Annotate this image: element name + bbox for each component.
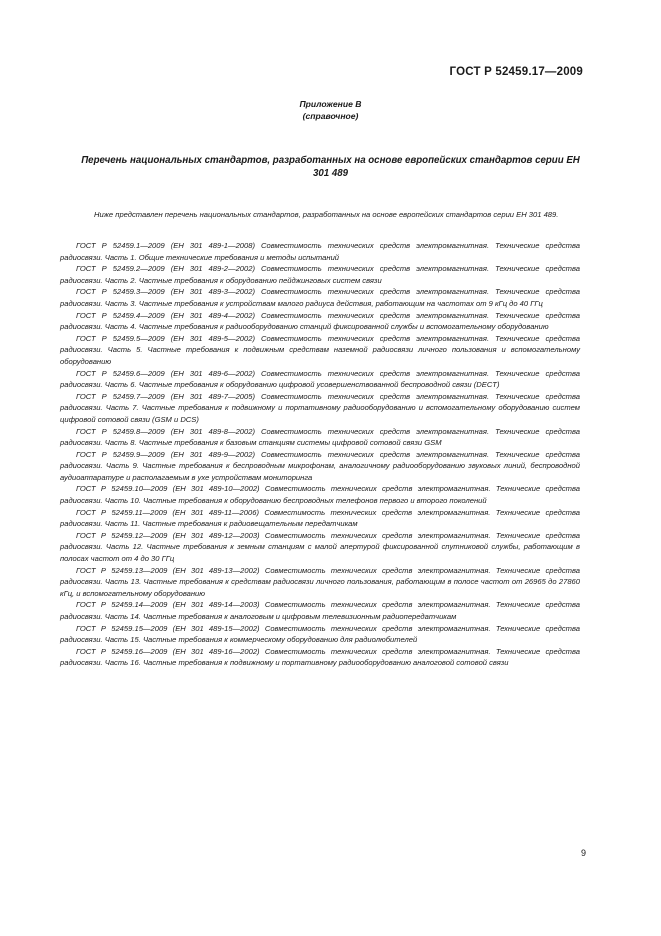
intro-paragraph: Ниже представлен перечень национальных стандартов, разработанных на основе европейских стандартов серии ЕН 301 489. — [94, 209, 559, 219]
standard-entry: ГОСТ Р 52459.14—2009 (ЕН 301 489-14—2003) Совместимость технических средств электромагнитная. Технические средства радиосвязи. Часть 14. Частные требования к аналоговым и цифровым телевизионным радиопередатчикам — [60, 600, 580, 621]
standard-entry: ГОСТ Р 52459.15—2009 (ЕН 301 489-15—2002) Совместимость технических средств электромагнитная. Технические средства радиосвязи. Часть 15. Частные требования к коммерческому оборудованию для радиолюбителей — [60, 623, 580, 645]
standard-entry: ГОСТ Р 52459.3—2009 (ЕН 301 489-3—2002) Совместимость технических средств электромагнитная. Технические средства радиосвязи. Часть 3. Частные требования к устройствам малого радиуса действия, работающим на частотах от 9 кГц до 40 ГГц — [60, 287, 580, 308]
standard-entry: ГОСТ Р 52459.7—2009 (ЕН 301 489-7—2005) Совместимость технических средств электромагнитная. Технические средства радиосвязи. Часть 7. Частные требования к подвижному и портативному радиооборудованию и вспомогательному оборудованию систем цифровой сотовой связи (GSM и DCS) — [60, 391, 580, 424]
standard-entry: ГОСТ Р 52459.10—2009 (ЕН 301 489-10—2002) Совместимость технических средств электромагнитная. Технические средства радиосвязи. Часть 10. Частные требования к оборудованию беспроводных телефонов первого и второго поколений — [60, 484, 580, 506]
standard-entry: ГОСТ Р 52459.13—2009 (ЕН 301 489-13—2002) Совместимость технических средств электромагнитная. Технические средства радиосвязи. Часть 13. Частные требования к средствам радиосвязи личного пользования, работающим в полосе частот от 26965 до 27860 кГц, и вспомогательному оборудованию — [60, 565, 580, 598]
standard-entry: ГОСТ Р 52459.5—2009 (ЕН 301 489-5—2002) Совместимость технических средств электромагнитная. Технические средства радиосвязи. Часть 5. Частные требования к подвижным средствам наземной радиосвязи личного пользования и вспомогательному оборудованию — [60, 333, 580, 366]
document-standard-id: ГОСТ Р 52459.17—2009 — [449, 66, 583, 78]
standard-entry: ГОСТ Р 52459.16—2009 (ЕН 301 489-16—2002) Совместимость технических средств электромагнитная. Технические средства радиосвязи. Часть 16. Частные требования к подвижному и портативному радиооборудованию аналоговой сотовой связи — [60, 646, 580, 668]
standard-entry: ГОСТ Р 52459.4—2009 (ЕН 301 489-4—2002) Совместимость технических средств электромагнитная. Технические средства радиосвязи. Часть 4. Частные требования к радиооборудованию станций фиксированной службы и вспомогательному оборудованию — [60, 310, 580, 332]
annex-label: Приложение В — [299, 99, 362, 109]
standards-list — [60, 240, 580, 669]
standard-entry: ГОСТ Р 52459.2—2009 (ЕН 301 489-2—2002) Совместимость технических средств электромагнитная. Технические средства радиосвязи. Часть 2. Частные требования к оборудованию пейджинговых систем связи — [60, 264, 580, 285]
page-number: 9 — [580, 848, 586, 858]
standard-entry: ГОСТ Р 52459.6—2009 (ЕН 301 489-6—2002) Совместимость технических средств электромагнитная. Технические средства радиосвязи. Часть 6. Частные требования к оборудованию цифровой усовершенствованной беспроводной связи (DECT) — [60, 368, 580, 390]
annex-heading — [0, 98, 661, 122]
standard-entry: ГОСТ Р 52459.9—2009 (ЕН 301 489-9—2002) Совместимость технических средств электромагнитная. Технические средства радиосвязи. Часть 9. Частные требования к беспроводным микрофонам, аналогичному радиооборудованию звуковых линий, беспроводной аудиоаппаратуре и располагаемым в ухе устройствам мониторинга — [60, 449, 580, 482]
standard-entry: ГОСТ Р 52459.8—2009 (ЕН 301 489-8—2002) Совместимость технических средств электромагнитная. Технические средства радиосвязи. Часть 8. Частные требования к базовым станциям системы цифровой сотовой связи GSM — [60, 426, 580, 448]
annex-type: (справочное) — [302, 111, 359, 121]
standard-entry: ГОСТ Р 52459.12—2009 (ЕН 301 489-12—2003) Совместимость технических средств электромагнитная. Технические средства радиосвязи. Часть 12. Частные требования к земным станциям с малой апертурой фиксированной спутниковой службы, работающим в полосах частот от 4 до 30 ГГц — [60, 530, 580, 564]
standard-entry: ГОСТ Р 52459.1—2009 (ЕН 301 489-1—2008) Совместимость технических средств электромагнитная. Технические средства радиосвязи. Часть 1. Общие технические требования и методы испытаний — [60, 241, 580, 262]
standard-entry: ГОСТ Р 52459.11—2009 (ЕН 301 489-11—2006) Совместимость технических средств электромагнитная. Технические средства радиосвязи. Часть 11. Частные требования к радиовещательным передатчикам — [60, 507, 580, 529]
section-title: Перечень национальных стандартов, разработанных на основе европейских стандартов серии ЕН 301 489 — [81, 155, 580, 179]
